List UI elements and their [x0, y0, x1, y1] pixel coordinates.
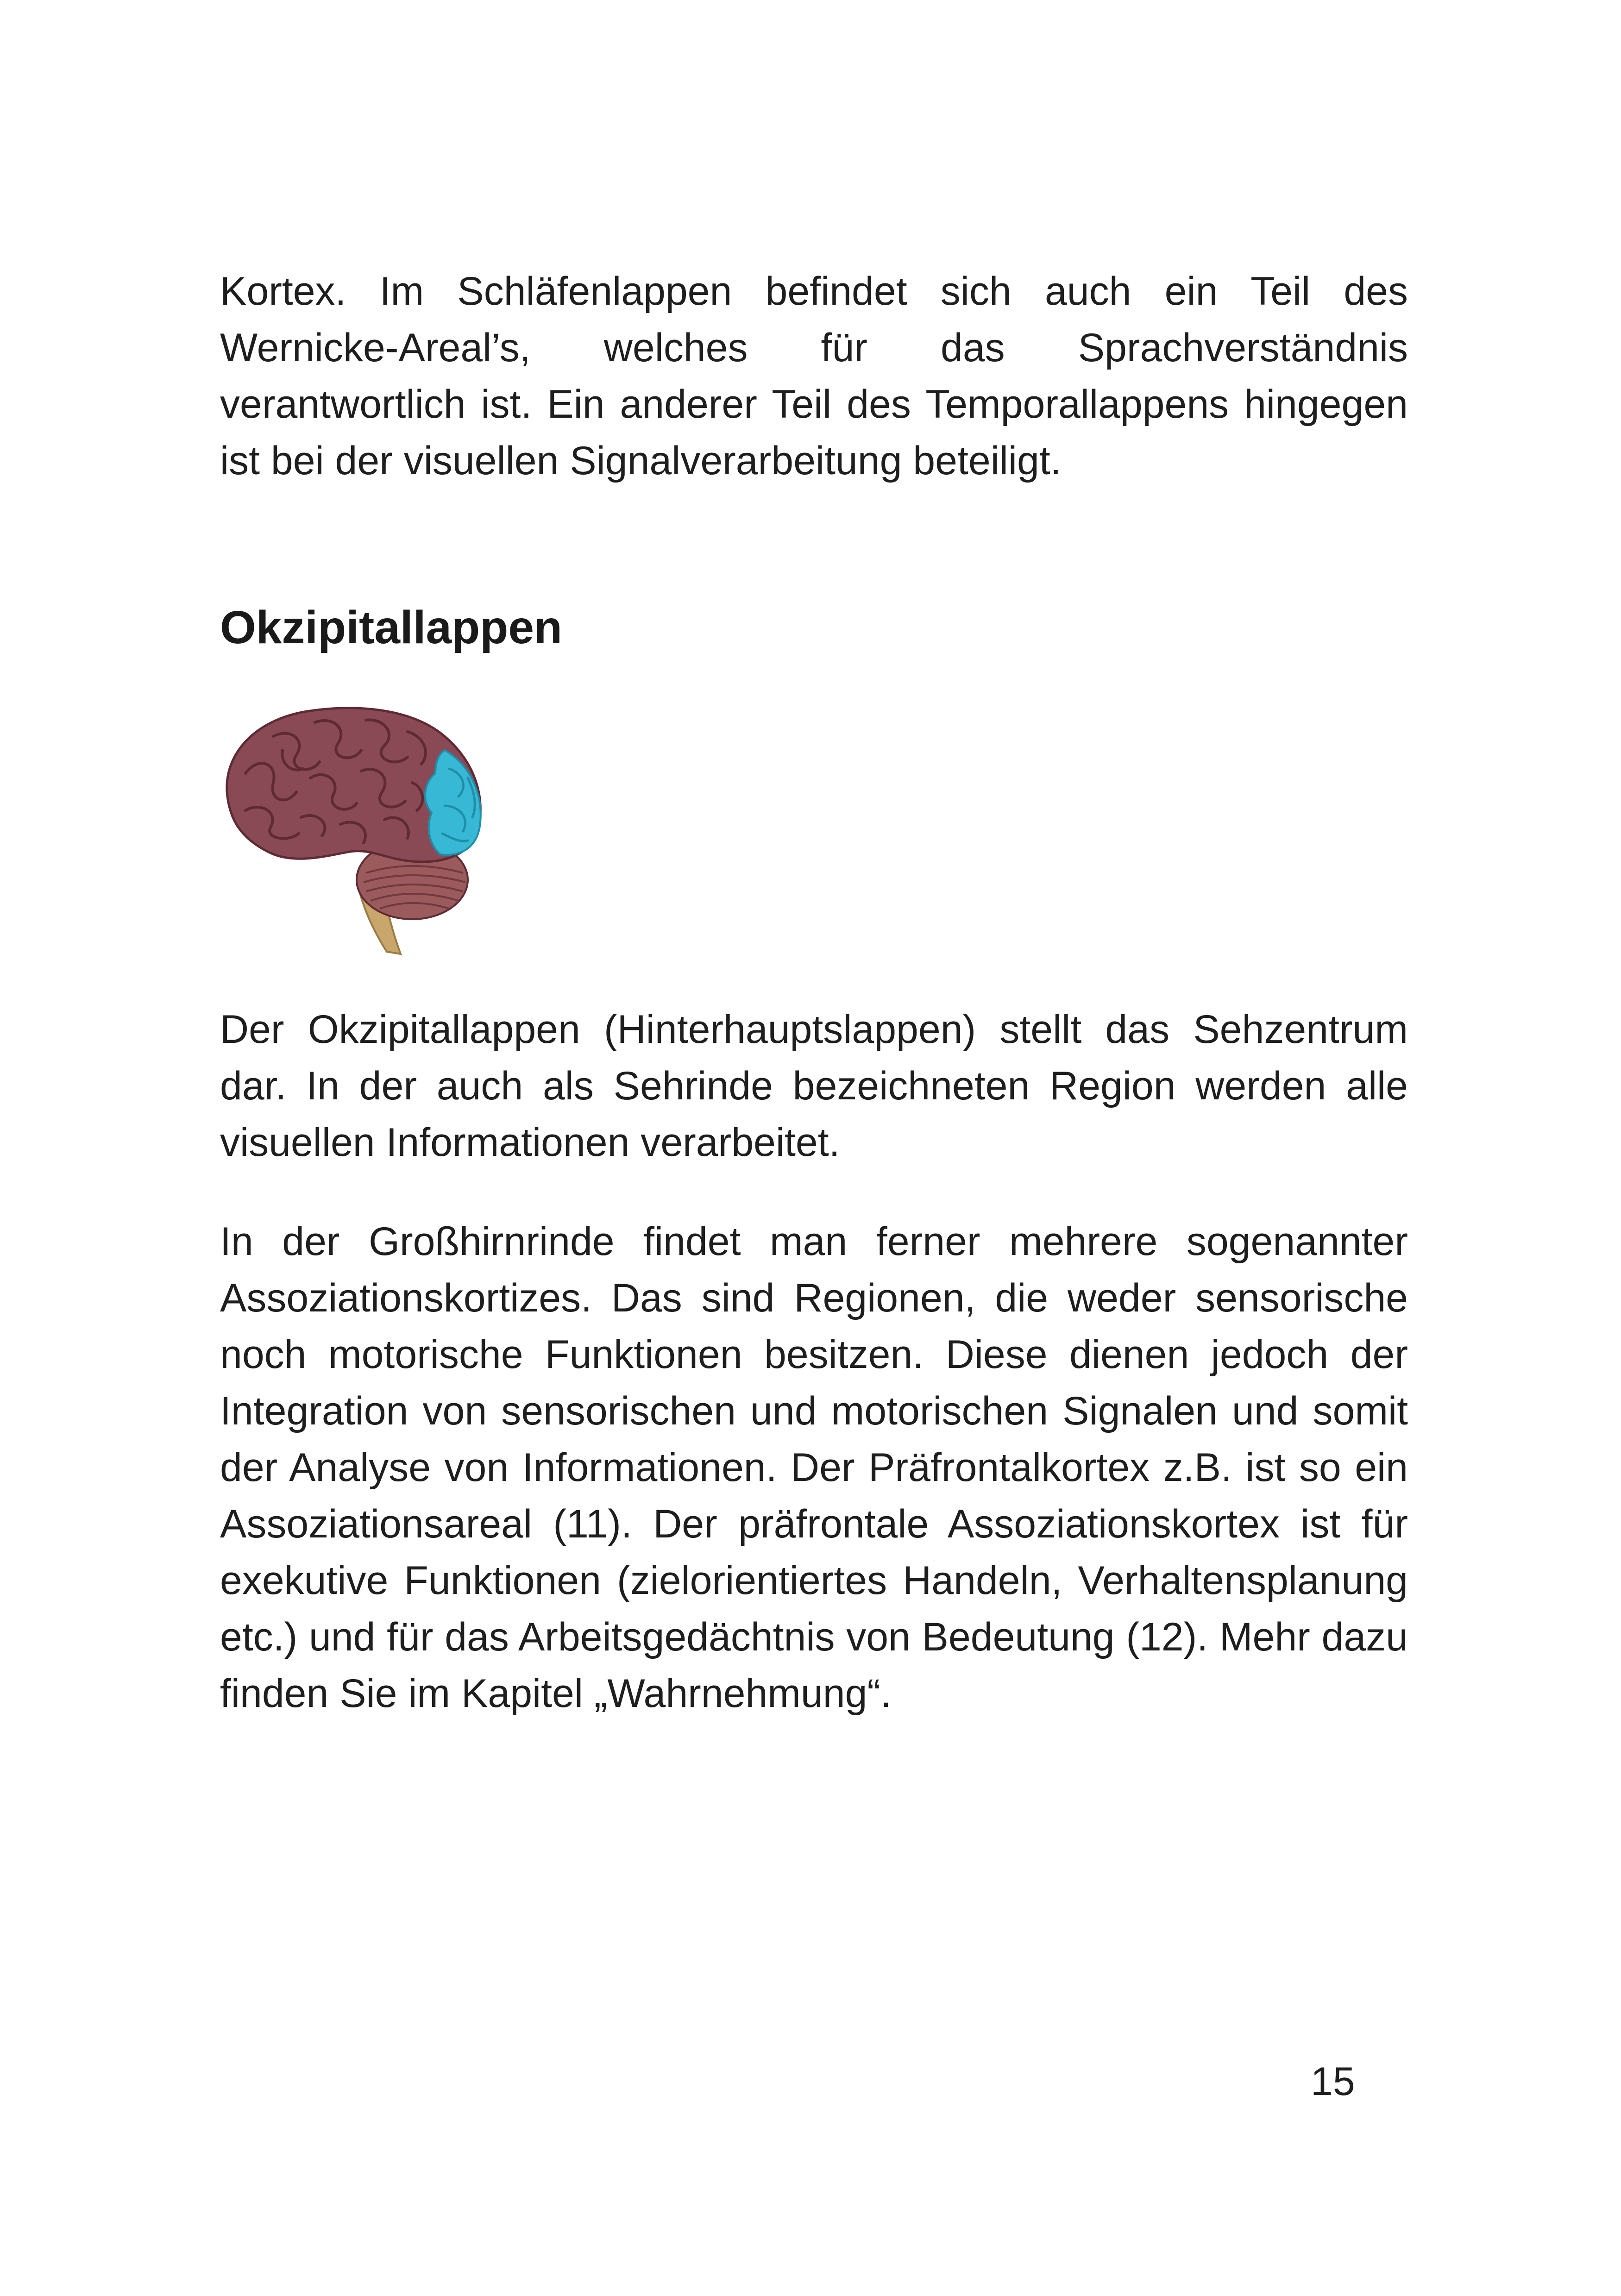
page-number: 15 [1311, 2059, 1355, 2104]
paragraph-intro: Kortex. Im Schläfenlappen befindet sich auch ein Teil des Wernicke-Areal’s, welches für das Sprachverständnis verantwortlich ist. Ein anderer Teil des Temporallappens hingegen ist bei der visuellen Signalverarbeitung beteiligt. [220, 269, 1408, 483]
section-heading: Okzipitallappen [220, 602, 563, 653]
paragraph-assoziation: In der Großhirnrinde findet man ferner mehrere sogenannter Assoziationskortizes. Das sind Regionen, die weder sensorische noch motorische Funktionen besitzen. Diese dienen jedoch der Integration von sensorischen und motorischen Signalen und somit der Analyse von Informationen. Der Präfrontalkortex z.B. ist so ein Assoziationsareal (11). Der präfrontale Assoziationskortex ist für exekutive Funktionen (zielorientiertes Handeln, Verhaltensplanung etc.) und für das Arbeitsgedächtnis von Bedeutung (12). Mehr dazu finden Sie im Kapitel „Wahrnehmung“. [220, 1219, 1408, 1716]
paragraph-okzipital: Der Okzipitallappen (Hinterhauptslappen) stellt das Sehzentrum dar. In der auch als Sehrinde bezeichneten Region werden alle visuellen Informationen verarbeitet. [220, 1007, 1408, 1165]
brain-illustration [218, 695, 496, 963]
brain-occipital-icon [218, 695, 496, 963]
